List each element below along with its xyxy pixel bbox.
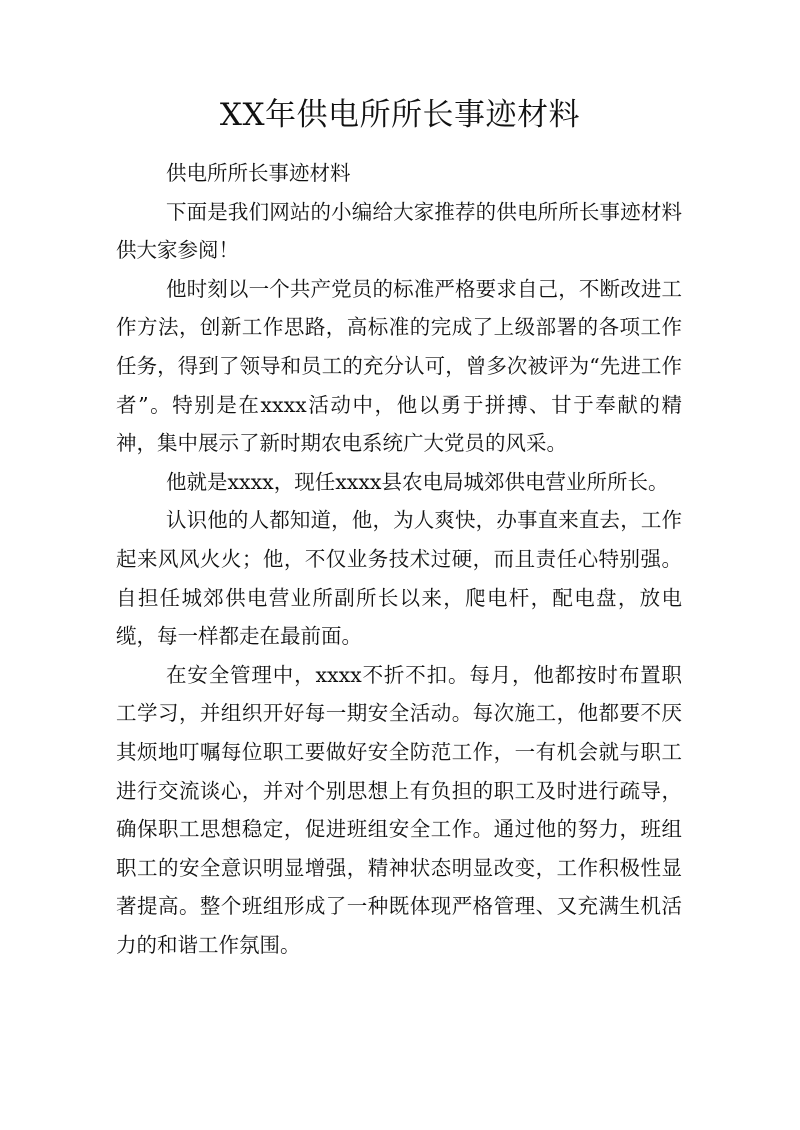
paragraph-identity: 他就是xxxx，现任xxxx县农电局城郊供电营业所所长。	[166, 469, 669, 494]
paragraph-character: 认识他的人都知道，他，为人爽快，办事直来直去，工作起来风风火火；他，不仅业务技术过硬，而且责任心特别强。自担任城郊供电营业所副所长以来，爬电杆，配电盘，放电缆，每一样都走在最前面。	[116, 508, 682, 649]
paragraph-achievements: 他时刻以一个共产党员的标准严格要求自己，不断改进工作方法，创新工作思路，高标准的完成了上级部署的各项工作任务，得到了领导和员工的充分认可，曾多次被评为“先进工作者”。特别是在xxxx活动中，他以勇于拼搏、甘于奉献的精神，集中展示了新时期农电系统广大党员的风采。	[116, 276, 682, 456]
paragraph-subtitle: 供电所所长事迹材料	[166, 161, 351, 185]
paragraph-intro: 下面是我们网站的小编给大家推荐的供电所所长事迹材料供大家参阅！	[116, 199, 682, 263]
paragraph-safety-management: 在安全管理中，xxxx不折不扣。每月，他都按时布置职工学习，并组织开好每一期安全活动。每次施工，他都要不厌其烦地叮嘱每位职工要做好安全防范工作，一有机会就与职工进行交流谈心，并对个别思想上有负担的职工及时进行疏导，确保职工思想稳定，促进班组安全工作。通过他的努力，班组职工的安全意识明显增强，精神状态明显改变，工作积极性显著提高。整个班组形成了一种既体现严格管理、又充满生机活力的和谐工作氛围。	[116, 662, 682, 957]
document-title: XX年供电所所长事迹材料	[219, 97, 581, 133]
document-body	[116, 154, 682, 964]
